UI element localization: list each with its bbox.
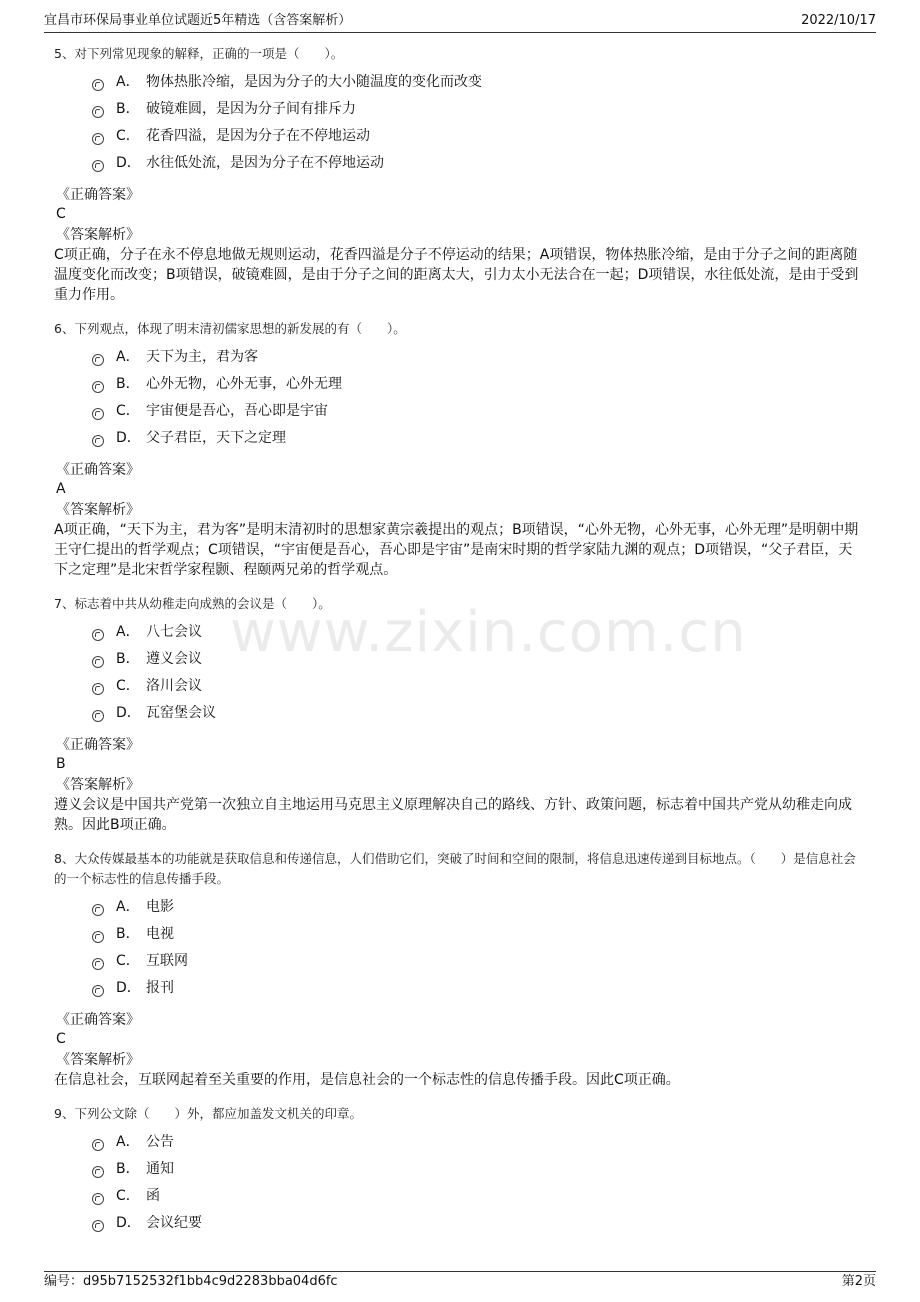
- option-list: [92, 68, 866, 176]
- option-text: 父子君臣，天下之定理: [146, 429, 286, 446]
- option-letter: D．: [116, 1214, 141, 1231]
- option-text: 瓦窑堡会议: [146, 704, 216, 721]
- correct-answer: C: [56, 206, 66, 222]
- option-text: 互联网: [146, 952, 188, 969]
- correct-answer: A: [56, 481, 66, 497]
- option-list: [92, 1128, 866, 1236]
- option-text: 八七会议: [146, 623, 202, 640]
- option-text: 宇宙便是吾心，吾心即是宇宙: [146, 402, 328, 419]
- option-d[interactable]: [92, 1209, 866, 1236]
- option-b[interactable]: [92, 645, 866, 672]
- radio-icon[interactable]: [92, 133, 104, 145]
- question-text: 7、标志着中共从幼稚走向成熟的会议是（ ）。: [54, 596, 331, 611]
- radio-icon[interactable]: [92, 1139, 104, 1151]
- radio-icon[interactable]: [92, 1166, 104, 1178]
- option-letter: C．: [116, 677, 140, 694]
- radio-icon[interactable]: [92, 1220, 104, 1232]
- option-c[interactable]: [92, 122, 866, 149]
- page-number: 第2页: [841, 1274, 876, 1289]
- answer-analysis: 在信息社会，互联网起着至关重要的作用，是信息社会的一个标志性的信息传播手段。因此C项正确。: [54, 1072, 680, 1088]
- option-letter: D．: [116, 704, 141, 721]
- option-letter: C．: [116, 952, 140, 969]
- correct-answer: C: [56, 1031, 66, 1047]
- option-text: 公告: [146, 1133, 174, 1150]
- analysis-label: 《答案解析》: [56, 777, 140, 793]
- option-text: 会议纪要: [146, 1214, 202, 1231]
- option-c[interactable]: [92, 947, 866, 974]
- radio-icon[interactable]: [92, 656, 104, 668]
- radio-icon[interactable]: [92, 435, 104, 447]
- answer-label: 《正确答案》: [56, 187, 140, 203]
- option-letter: D．: [116, 979, 141, 996]
- radio-icon[interactable]: [92, 408, 104, 420]
- radio-icon[interactable]: [92, 629, 104, 641]
- option-a[interactable]: [92, 68, 866, 95]
- option-b[interactable]: [92, 95, 866, 122]
- answer-analysis: 遵义会议是中国共产党第一次独立自主地运用马克思主义原理解决自己的路线、方针、政策问题，标志着中国共产党从幼稚走向成熟。因此B项正确。: [54, 797, 852, 833]
- question-text: 6、下列观点，体现了明末清初儒家思想的新发展的有（ ）。: [54, 321, 406, 336]
- option-letter: B．: [116, 100, 140, 117]
- option-text: 花香四溢，是因为分子在不停地运动: [146, 127, 370, 144]
- analysis-label: 《答案解析》: [56, 1052, 140, 1068]
- radio-icon[interactable]: [92, 958, 104, 970]
- radio-icon[interactable]: [92, 710, 104, 722]
- option-letter: C．: [116, 402, 140, 419]
- option-text: 遵义会议: [146, 650, 202, 667]
- radio-icon[interactable]: [92, 381, 104, 393]
- question-text: 8、大众传媒最基本的功能就是获取信息和传递信息，人们借助它们，突破了时间和空间的限制，将信息迅速传递到目标地点。（ ）是信息社会的一个标志性的信息传播手段。: [54, 851, 856, 886]
- option-list: [92, 343, 866, 451]
- option-a[interactable]: [92, 343, 866, 370]
- option-d[interactable]: [92, 974, 866, 1001]
- option-text: 电视: [146, 925, 174, 942]
- option-text: 通知: [146, 1160, 174, 1177]
- option-d[interactable]: [92, 149, 866, 176]
- radio-icon[interactable]: [92, 904, 104, 916]
- option-letter: B．: [116, 925, 140, 942]
- option-b[interactable]: [92, 920, 866, 947]
- document-date: 2022/10/17: [801, 13, 876, 28]
- option-b[interactable]: [92, 1155, 866, 1182]
- option-a[interactable]: [92, 893, 866, 920]
- option-b[interactable]: [92, 370, 866, 397]
- analysis-label: 《答案解析》: [56, 227, 140, 243]
- option-a[interactable]: [92, 618, 866, 645]
- radio-icon[interactable]: [92, 683, 104, 695]
- question-5: [54, 44, 866, 305]
- answer-analysis: A项正确，“天下为主，君为客”是明末清初时的思想家黄宗羲提出的观点；B项错误，“心外无物，心外无事，心外无理”是明朝中期王守仁提出的哲学观点；C项错误，“宇宙便是吾心，吾心即是宇宙”是南宋时期的哲学家陆九渊的观点；D项错误，“父子君臣，天下之定理”是北宋哲学家程颢、程颐两兄弟的哲学观点。: [54, 522, 859, 578]
- question-7: [54, 594, 866, 835]
- option-text: 水往低处流，是因为分子在不停地运动: [146, 154, 384, 171]
- option-letter: B．: [116, 650, 140, 667]
- radio-icon[interactable]: [92, 354, 104, 366]
- option-letter: A．: [116, 348, 140, 365]
- option-text: 物体热胀冷缩，是因为分子的大小随温度的变化而改变: [146, 73, 482, 90]
- answer-label: 《正确答案》: [56, 462, 140, 478]
- option-text: 电影: [146, 898, 174, 915]
- document-title: 宜昌市环保局事业单位试题近5年精选（含答案解析）: [44, 13, 352, 28]
- watermark: www.zixin.com.cn: [230, 600, 747, 665]
- option-d[interactable]: [92, 424, 866, 451]
- radio-icon[interactable]: [92, 1193, 104, 1205]
- radio-icon[interactable]: [92, 931, 104, 943]
- option-text: 函: [146, 1187, 160, 1204]
- option-list: [92, 618, 866, 726]
- document-code: 编号：d95b7152532f1bb4c9d2283bba04d6fc: [44, 1274, 338, 1289]
- option-letter: C．: [116, 1187, 140, 1204]
- correct-answer: B: [56, 756, 66, 772]
- option-letter: B．: [116, 1160, 140, 1177]
- option-letter: C．: [116, 127, 140, 144]
- option-letter: A．: [116, 1133, 140, 1150]
- option-c[interactable]: [92, 1182, 866, 1209]
- option-letter: D．: [116, 429, 141, 446]
- radio-icon[interactable]: [92, 160, 104, 172]
- question-list: [54, 44, 866, 1250]
- option-letter: A．: [116, 73, 140, 90]
- answer-label: 《正确答案》: [56, 1012, 140, 1028]
- option-text: 报刊: [146, 979, 174, 996]
- option-c[interactable]: [92, 672, 866, 699]
- option-list: [92, 893, 866, 1001]
- page-header: [44, 10, 876, 33]
- option-text: 破镜难圆，是因为分子间有排斥力: [146, 100, 356, 117]
- question-6: [54, 319, 866, 580]
- option-letter: B．: [116, 375, 140, 392]
- radio-icon[interactable]: [92, 985, 104, 997]
- page-footer: [44, 1271, 876, 1296]
- question-text: 5、对下列常见现象的解释，正确的一项是（ ）。: [54, 46, 344, 61]
- radio-icon[interactable]: [92, 79, 104, 91]
- radio-icon[interactable]: [92, 106, 104, 118]
- option-letter: D．: [116, 154, 141, 171]
- option-text: 洛川会议: [146, 677, 202, 694]
- option-text: 天下为主，君为客: [146, 348, 258, 365]
- answer-label: 《正确答案》: [56, 737, 140, 753]
- option-c[interactable]: [92, 397, 866, 424]
- option-text: 心外无物，心外无事，心外无理: [146, 375, 342, 392]
- answer-analysis: C项正确，分子在永不停息地做无规则运动，花香四溢是分子不停运动的结果；A项错误，物体热胀冷缩，是由于分子之间的距离随温度变化而改变；B项错误，破镜难圆，是由于分子之间的距离太大，引力太小无法合在一起；D项错误，水往低处流，是由于受到重力作用。: [54, 247, 859, 303]
- question-text: 9、下列公文除（ ）外，都应加盖发文机关的印章。: [54, 1106, 362, 1121]
- option-letter: A．: [116, 898, 140, 915]
- option-a[interactable]: [92, 1128, 866, 1155]
- analysis-label: 《答案解析》: [56, 502, 140, 518]
- option-d[interactable]: [92, 699, 866, 726]
- question-9: [54, 1104, 866, 1236]
- option-letter: A．: [116, 623, 140, 640]
- question-8: [54, 849, 866, 1090]
